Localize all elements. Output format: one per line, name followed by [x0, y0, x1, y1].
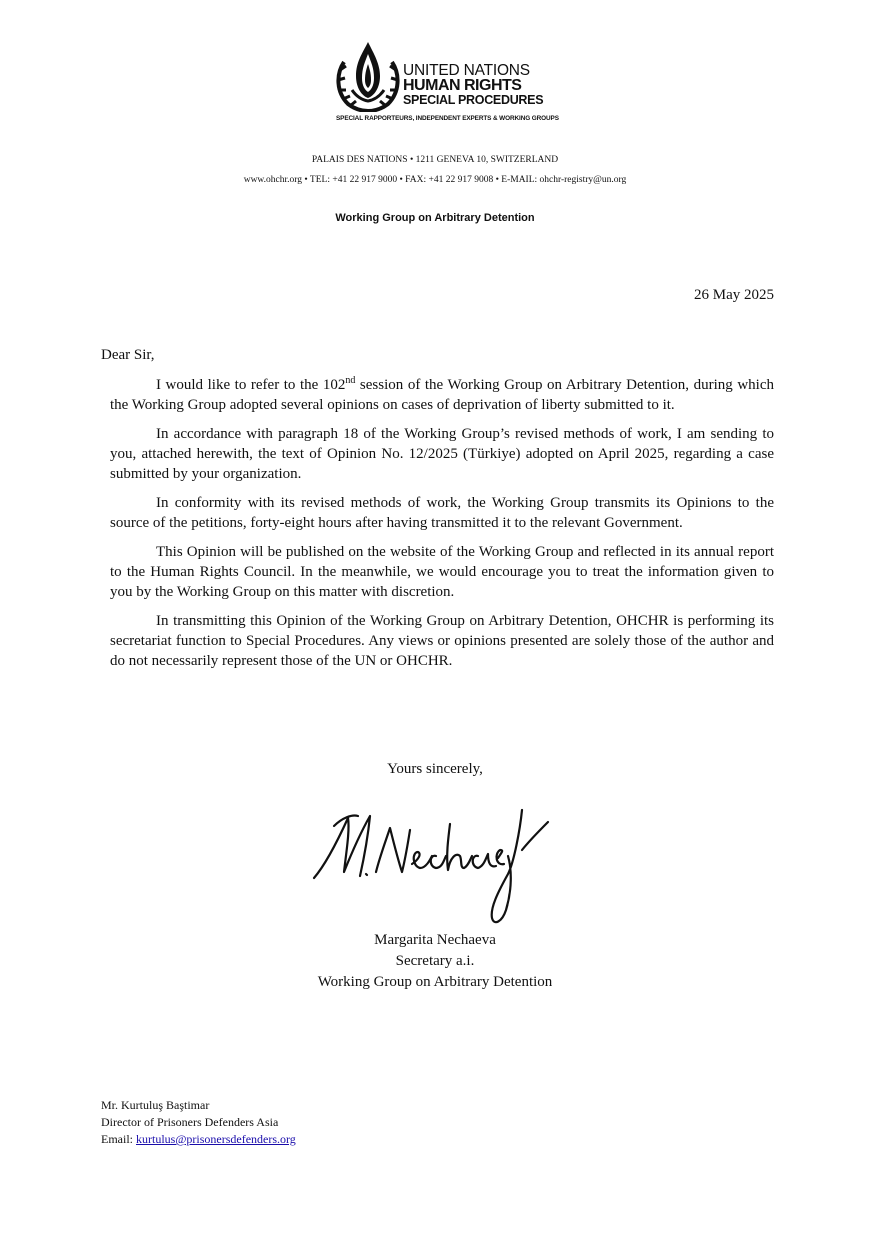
signer-name: Margarita Nechaeva [374, 932, 496, 948]
recipient-role: Director of Prisoners Defenders Asia [101, 1115, 279, 1129]
salutation: Dear Sir, [101, 347, 155, 363]
un-human-rights-flame-icon [334, 40, 402, 112]
paragraph-4: This Opinion will be published on the website of the Working Group and reflected in its annual report to the Human Rights Council. In the meanwhile, we would encourage you to treat the information given to you by the Working Group on this matter with discretion. [110, 544, 774, 600]
logo-tagline: SPECIAL RAPPORTEURS, INDEPENDENT EXPERTS & WORKING GROUPS [336, 115, 559, 122]
address-line: PALAIS DES NATIONS • 1211 GENEVA 10, SWITZERLAND [311, 155, 559, 165]
recipient-name: Mr. Kurtuluş Baştimar [101, 1098, 210, 1112]
logo-line-3: SPECIAL PROCEDURES [403, 93, 544, 107]
paragraph-3: In conformity with its revised methods of work, the Working Group transmits its Opinions to the source of the petitions, forty-eight hours after having transmitted it to the relevant Government. [110, 495, 774, 531]
un-human-rights-logo [334, 40, 559, 130]
logo-line-2: HUMAN RIGHTS [403, 77, 522, 94]
email-label: Email: [101, 1132, 136, 1146]
paragraph-2: In accordance with paragraph 18 of the Working Group’s revised methods of work, I am sending to you, attached herewith, the text of Opinion No. 12/2025 (Türkiye) adopted on April 2025, regarding a case submitted by your organization. [110, 426, 774, 482]
signature-graphic [308, 800, 558, 930]
paragraph-5: In transmitting this Opinion of the Working Group on Arbitrary Detention, OHCHR is performing its secretariat function to Special Procedures. Any views or opinions presented are solely those of the author and do not necessarily represent those of the UN or OHCHR. [110, 613, 774, 669]
contact-line: www.ohchr.org • TEL: +41 22 917 9000 • FAX: +41 22 917 9008 • E-MAIL: ohchr-registry@un.org [243, 175, 627, 185]
handwritten-signature [308, 800, 558, 930]
group-heading: Working Group on Arbitrary Detention [335, 212, 535, 224]
signer-org: Working Group on Arbitrary Detention [317, 974, 553, 990]
letter-body [110, 375, 774, 680]
valediction: Yours sincerely, [387, 761, 483, 777]
recipient-email-line [101, 1131, 296, 1148]
paragraph-1: I would like to refer to the 102nd session of the Working Group on Arbitrary Detention, during which the Working Group adopted several opinions on cases of deprivation of liberty submitted to it. [110, 375, 775, 413]
logo-line-1: UNITED NATIONS [403, 62, 530, 79]
signer-title: Secretary a.i. [395, 953, 475, 969]
recipient-block [101, 1097, 296, 1148]
recipient-email-link[interactable]: kurtulus@prisonersdefenders.org [136, 1132, 296, 1146]
ordinal-suffix: nd [345, 375, 356, 386]
letter-date: 26 May 2025 [694, 287, 774, 303]
